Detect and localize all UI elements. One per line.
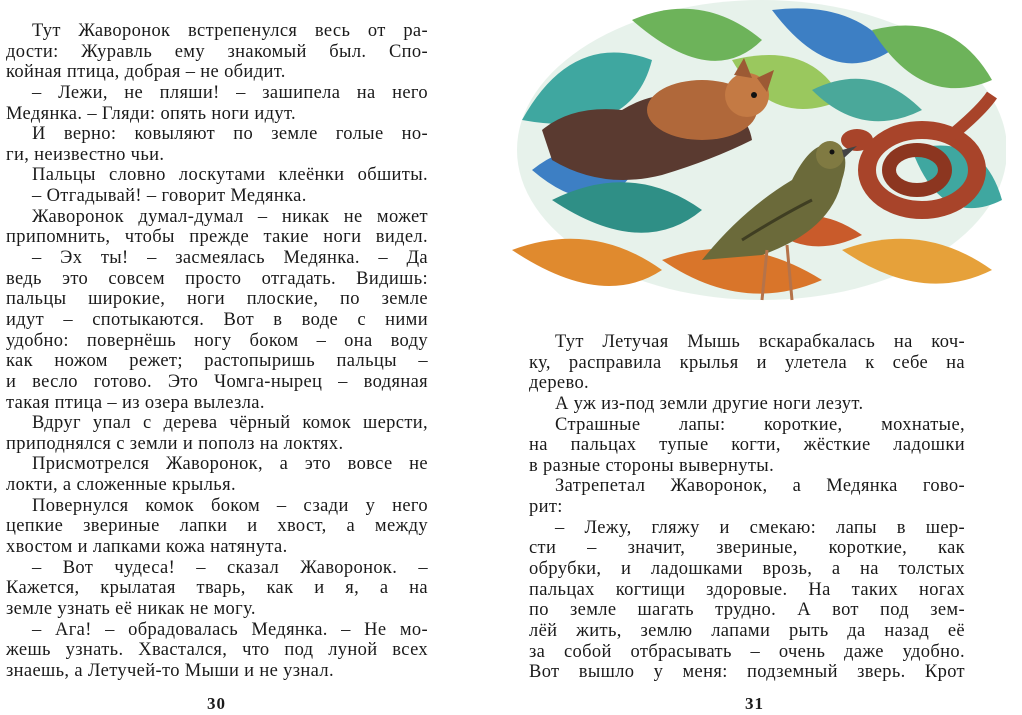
text-line: как ножом режет; растопыришь пальцы – (6, 351, 428, 372)
text-line: обрубки, и ладошками врозь, а на толстых (529, 559, 965, 580)
text-line: знаешь, а Летучей-то Мыши и не узнал. (6, 660, 334, 681)
text-line: удобно: повернёшь ногу боком – она воду (6, 330, 428, 351)
text-line: локти, а сложенные крылья. (6, 475, 236, 496)
bat-lark-snake-illustration (512, 0, 1006, 318)
text-line: Страшные лапы: короткие, мохнатые, (555, 414, 965, 435)
text-line: по земле шагать трудно. А вот под зем- (529, 600, 965, 621)
text-line: койная птица, добрая – не обидит. (6, 62, 286, 83)
text-line: рит: (529, 497, 563, 518)
text-line: припомнить, чтобы прежде такие ноги видел. (6, 227, 428, 248)
page-left-text (6, 21, 428, 682)
text-line: и весло готово. Это Чомга-нырец – водяная (6, 371, 428, 392)
text-line: пальцах когтищи здоровые. На таких ногах (529, 579, 965, 600)
text-line: ку, расправила крылья и улетела к себе на (529, 352, 965, 373)
text-line: земле узнать её никак не могу. (6, 598, 256, 619)
page-right-text (529, 332, 965, 683)
text-line: Тут Жаворонок встрепенулся весь от ра- (32, 21, 428, 41)
text-line: на пальцах тупые когти, жёсткие ладошки (529, 435, 965, 456)
text-line: Пальцы словно лоскутами клеёнки обшиты. (32, 165, 428, 186)
text-line: И верно: ковыляют по земле голые но- (32, 124, 428, 145)
text-line: Присмотрелся Жаворонок, а это вовсе не (32, 454, 428, 475)
text-line: Кажется, крылатая тварь, как и я, а на (6, 578, 428, 599)
text-line: – Лежи, не пляши! – зашипела на него (32, 82, 428, 103)
text-line: Жаворонок думал-думал – никак не может (32, 206, 428, 227)
text-line: сти – значит, звериные, короткие, как (529, 538, 965, 559)
text-line: хвостом и лапками кожа натянута. (6, 537, 288, 558)
text-line: дости: Журавль ему знакомый был. Спо- (6, 41, 428, 62)
text-line: Вдруг упал с дерева чёрный комок шерсти, (32, 413, 428, 434)
page-number-left: 30 (207, 694, 226, 713)
text-line: Тут Летучая Мышь вскарабкалась на коч- (555, 332, 965, 352)
text-line: – Лежу, гляжу и смекаю: лапы в шер- (555, 517, 965, 538)
text-line: за собой отбрасывать – очень даже удобно. (529, 641, 965, 662)
text-line: приподнялся с земли и пополз на локтях. (6, 433, 344, 454)
text-line: цепкие звериные лапки и хвост, а между (6, 516, 428, 537)
text-line: лёй жить, землю лапами рыть да назад её (529, 620, 965, 641)
text-line: ведь это совсем просто отгадать. Видишь: (6, 268, 428, 289)
text-line: в разные стороны вывернуты. (529, 455, 775, 476)
text-line: ги, неизвестно чьи. (6, 144, 165, 165)
text-line: – Отгадывай! – говорит Медянка. (32, 186, 307, 207)
text-line: такая птица – из озера вылезла. (6, 392, 265, 413)
text-line: жешь узнать. Хвастался, что под луной всех (6, 640, 428, 661)
text-line: Медянка. – Гляди: опять ноги идут. (6, 103, 297, 124)
text-line: Повернулся комок боком – сзади у него (32, 495, 428, 516)
text-line: идут – спотыкаются. Вот в воде с ними (6, 309, 428, 330)
text-line: – Вот чудеса! – сказал Жаворонок. – (32, 557, 428, 578)
text-line: пальцы широкие, ноги плоские, по земле (6, 289, 428, 310)
text-line: дерево. (529, 373, 590, 394)
page-number-right: 31 (745, 694, 764, 713)
text-line: Затрепетал Жаворонок, а Медянка гово- (555, 476, 965, 497)
text-line: – Ага! – обрадовалась Медянка. – Не мо- (32, 619, 428, 640)
text-line: – Эх ты! – засмеялась Медянка. – Да (32, 248, 428, 269)
text-line: А уж из-под земли другие ноги лезут. (555, 393, 864, 414)
text-line: Вот вышло у меня: подземный зверь. Крот (529, 662, 965, 683)
